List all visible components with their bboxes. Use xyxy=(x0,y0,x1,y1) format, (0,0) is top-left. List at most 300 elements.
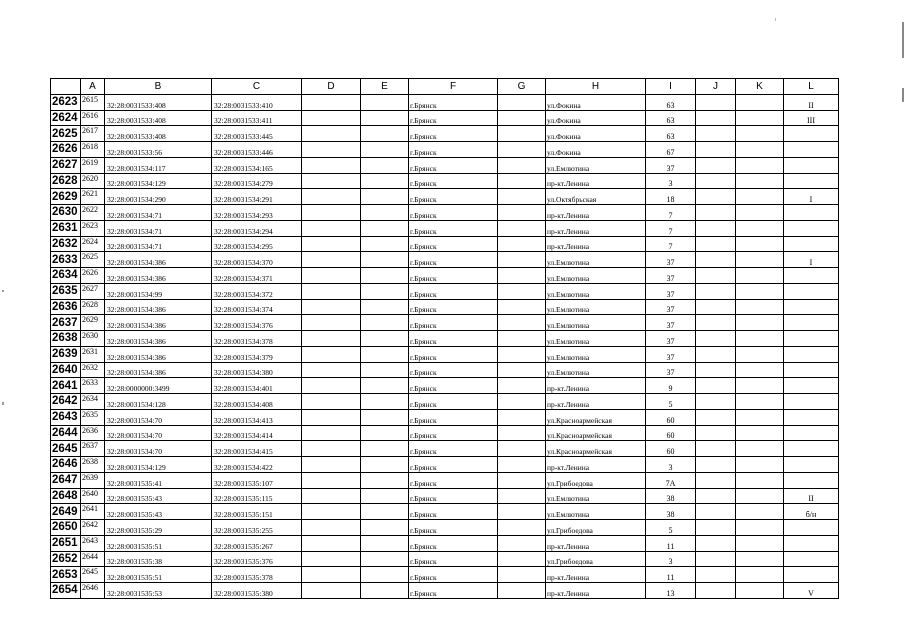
cell-f: г.Брянск xyxy=(409,283,498,299)
table-row xyxy=(51,520,839,536)
cell-l xyxy=(784,346,839,362)
cell-d xyxy=(302,268,361,284)
cell-j xyxy=(696,441,736,457)
cell-b: 32:28:0031535:43 xyxy=(105,488,212,504)
cell-e xyxy=(361,142,409,158)
cell-e xyxy=(361,394,409,410)
cell-j xyxy=(696,504,736,520)
row-number: 2633 xyxy=(51,252,81,268)
cell-k xyxy=(736,331,784,347)
cell-c: 32:28:0031534:378 xyxy=(212,331,302,347)
row-number: 2629 xyxy=(51,189,81,205)
table-row xyxy=(51,157,839,173)
cell-b: 32:28:0031535:41 xyxy=(105,472,212,488)
row-number: 2654 xyxy=(51,583,81,599)
cell-k xyxy=(736,126,784,142)
row-number: 2648 xyxy=(51,488,81,504)
cell-k xyxy=(736,236,784,252)
cell-k xyxy=(736,378,784,394)
cell-k xyxy=(736,394,784,410)
cell-c: 32:28:0031534:379 xyxy=(212,346,302,362)
cell-i: 11 xyxy=(646,567,696,583)
cell-d xyxy=(302,362,361,378)
cell-d xyxy=(302,189,361,205)
cell-i: 38 xyxy=(646,488,696,504)
cell-f: г.Брянск xyxy=(409,236,498,252)
cell-h: пр-кт.Ленина xyxy=(546,173,646,189)
row-number: 2637 xyxy=(51,315,81,331)
cell-i: 37 xyxy=(646,331,696,347)
cell-i: 37 xyxy=(646,157,696,173)
cell-a: 2643 xyxy=(81,535,105,551)
table-body xyxy=(51,94,839,598)
cell-e xyxy=(361,94,409,110)
cell-h: пр-кт.Ленина xyxy=(546,457,646,473)
cell-f: г.Брянск xyxy=(409,535,498,551)
cell-i: 63 xyxy=(646,94,696,110)
cell-f: г.Брянск xyxy=(409,299,498,315)
cell-j xyxy=(696,457,736,473)
cell-d xyxy=(302,94,361,110)
row-number: 2630 xyxy=(51,205,81,221)
cell-k xyxy=(736,551,784,567)
cell-l xyxy=(784,236,839,252)
row-number: 2628 xyxy=(51,173,81,189)
scan-speck xyxy=(2,290,4,292)
cell-g xyxy=(498,535,546,551)
cell-l xyxy=(784,378,839,394)
cell-k xyxy=(736,535,784,551)
table-row xyxy=(51,551,839,567)
cell-l xyxy=(784,283,839,299)
cell-k xyxy=(736,504,784,520)
cell-f: г.Брянск xyxy=(409,551,498,567)
cell-a: 2641 xyxy=(81,504,105,520)
cell-b: 32:28:0031534:128 xyxy=(105,394,212,410)
cell-j xyxy=(696,425,736,441)
cell-e xyxy=(361,157,409,173)
cell-g xyxy=(498,110,546,126)
cell-b: 32:28:0031533:56 xyxy=(105,142,212,158)
cell-j xyxy=(696,583,736,599)
cell-d xyxy=(302,205,361,221)
cell-a: 2632 xyxy=(81,362,105,378)
cell-d xyxy=(302,220,361,236)
cell-d xyxy=(302,472,361,488)
cell-f: г.Брянск xyxy=(409,173,498,189)
scan-speck xyxy=(775,18,776,21)
cell-k xyxy=(736,252,784,268)
cell-e xyxy=(361,189,409,205)
cell-d xyxy=(302,457,361,473)
cell-k xyxy=(736,567,784,583)
cell-a: 2626 xyxy=(81,268,105,284)
cell-e xyxy=(361,535,409,551)
cell-f: г.Брянск xyxy=(409,189,498,205)
cell-a: 2642 xyxy=(81,520,105,536)
cell-g xyxy=(498,94,546,110)
cell-f: г.Брянск xyxy=(409,331,498,347)
cell-b: 32:28:0031535:29 xyxy=(105,520,212,536)
cell-c: 32:28:0031533:411 xyxy=(212,110,302,126)
cell-d xyxy=(302,236,361,252)
cell-b: 32:28:0031533:408 xyxy=(105,94,212,110)
table-row xyxy=(51,425,839,441)
cell-d xyxy=(302,299,361,315)
cell-h: ул.Емлютина xyxy=(546,157,646,173)
cell-f: г.Брянск xyxy=(409,252,498,268)
cell-d xyxy=(302,488,361,504)
cell-b: 32:28:0031535:43 xyxy=(105,504,212,520)
row-number: 2650 xyxy=(51,520,81,536)
cell-d xyxy=(302,425,361,441)
cell-a: 2639 xyxy=(81,472,105,488)
cell-c: 32:28:0031534:372 xyxy=(212,283,302,299)
cell-c: 32:28:0031534:414 xyxy=(212,425,302,441)
cell-f: г.Брянск xyxy=(409,583,498,599)
cell-b: 32:28:0031535:51 xyxy=(105,567,212,583)
cell-k xyxy=(736,425,784,441)
cell-g xyxy=(498,394,546,410)
cell-i: 60 xyxy=(646,425,696,441)
cell-j xyxy=(696,205,736,221)
cell-f: г.Брянск xyxy=(409,488,498,504)
cell-g xyxy=(498,205,546,221)
cell-l xyxy=(784,441,839,457)
cell-j xyxy=(696,157,736,173)
cell-k xyxy=(736,142,784,158)
cell-i: 37 xyxy=(646,346,696,362)
cell-i: 38 xyxy=(646,504,696,520)
cell-h: пр-кт.Ленина xyxy=(546,205,646,221)
cell-g xyxy=(498,567,546,583)
cell-g xyxy=(498,488,546,504)
cell-g xyxy=(498,504,546,520)
cell-d xyxy=(302,173,361,189)
cell-a: 2618 xyxy=(81,142,105,158)
cell-c: 32:28:0031535:380 xyxy=(212,583,302,599)
table-row xyxy=(51,583,839,599)
cell-k xyxy=(736,283,784,299)
cell-g xyxy=(498,315,546,331)
cell-f: г.Брянск xyxy=(409,220,498,236)
cell-l xyxy=(784,394,839,410)
row-number: 2640 xyxy=(51,362,81,378)
cell-g xyxy=(498,142,546,158)
cell-k xyxy=(736,205,784,221)
cell-h: ул.Фокина xyxy=(546,110,646,126)
table-row xyxy=(51,472,839,488)
cell-c: 32:28:0031534:295 xyxy=(212,236,302,252)
cell-e xyxy=(361,346,409,362)
cell-i: 37 xyxy=(646,283,696,299)
cell-j xyxy=(696,362,736,378)
cell-e xyxy=(361,315,409,331)
cell-j xyxy=(696,378,736,394)
table-row xyxy=(51,299,839,315)
cell-i: 37 xyxy=(646,299,696,315)
row-number: 2635 xyxy=(51,283,81,299)
cell-k xyxy=(736,268,784,284)
cell-d xyxy=(302,535,361,551)
cell-b: 32:28:0031535:38 xyxy=(105,551,212,567)
cell-i: 7 xyxy=(646,236,696,252)
cell-d xyxy=(302,567,361,583)
cell-i: 3 xyxy=(646,551,696,567)
cell-j xyxy=(696,173,736,189)
cell-l: II xyxy=(784,488,839,504)
cell-a: 2640 xyxy=(81,488,105,504)
cell-i: 3 xyxy=(646,457,696,473)
cell-j xyxy=(696,409,736,425)
cell-f: г.Брянск xyxy=(409,457,498,473)
cell-i: 60 xyxy=(646,441,696,457)
cell-a: 2622 xyxy=(81,205,105,221)
cell-g xyxy=(498,189,546,205)
cell-e xyxy=(361,205,409,221)
cell-b: 32:28:0031534:386 xyxy=(105,346,212,362)
row-number: 2623 xyxy=(51,94,81,110)
cell-j xyxy=(696,126,736,142)
cell-l xyxy=(784,299,839,315)
cell-b: 32:28:0031534:70 xyxy=(105,425,212,441)
cell-j xyxy=(696,236,736,252)
row-number: 2627 xyxy=(51,157,81,173)
cell-b: 32:28:0031535:53 xyxy=(105,583,212,599)
cell-g xyxy=(498,252,546,268)
cell-g xyxy=(498,331,546,347)
cell-e xyxy=(361,236,409,252)
cell-g xyxy=(498,346,546,362)
cell-c: 32:28:0031534:415 xyxy=(212,441,302,457)
cell-l: I xyxy=(784,189,839,205)
cell-h: пр-кт.Ленина xyxy=(546,378,646,394)
column-header-a: A xyxy=(81,79,105,95)
cell-h: ул.Емлютина xyxy=(546,315,646,331)
cell-i: 7 xyxy=(646,205,696,221)
table-row xyxy=(51,378,839,394)
cell-h: ул.Грибоедова xyxy=(546,520,646,536)
cell-a: 2630 xyxy=(81,331,105,347)
cell-c: 32:28:0031535:267 xyxy=(212,535,302,551)
row-number: 2638 xyxy=(51,331,81,347)
row-number: 2626 xyxy=(51,142,81,158)
cell-k xyxy=(736,362,784,378)
cell-l: б/н xyxy=(784,504,839,520)
cell-b: 32:28:0031534:386 xyxy=(105,252,212,268)
row-number: 2634 xyxy=(51,268,81,284)
cell-j xyxy=(696,520,736,536)
cell-a: 2623 xyxy=(81,220,105,236)
cell-f: г.Брянск xyxy=(409,409,498,425)
spreadsheet xyxy=(50,78,839,599)
cell-l xyxy=(784,567,839,583)
cell-d xyxy=(302,441,361,457)
row-number: 2646 xyxy=(51,457,81,473)
table-row xyxy=(51,315,839,331)
column-header-e: E xyxy=(361,79,409,95)
cell-l: III xyxy=(784,110,839,126)
cell-a: 2646 xyxy=(81,583,105,599)
cell-f: г.Брянск xyxy=(409,346,498,362)
scan-speck xyxy=(2,402,4,405)
cell-d xyxy=(302,157,361,173)
cell-l xyxy=(784,220,839,236)
cell-c: 32:28:0031535:115 xyxy=(212,488,302,504)
cell-k xyxy=(736,189,784,205)
cell-j xyxy=(696,331,736,347)
row-number: 2649 xyxy=(51,504,81,520)
cell-d xyxy=(302,583,361,599)
table-row xyxy=(51,220,839,236)
row-number: 2645 xyxy=(51,441,81,457)
cell-i: 13 xyxy=(646,583,696,599)
cell-b: 32:28:0031534:99 xyxy=(105,283,212,299)
cell-d xyxy=(302,409,361,425)
cell-f: г.Брянск xyxy=(409,94,498,110)
column-header-b: B xyxy=(105,79,212,95)
cell-h: ул.Емлютина xyxy=(546,346,646,362)
cell-e xyxy=(361,283,409,299)
cell-e xyxy=(361,441,409,457)
column-header-c: C xyxy=(212,79,302,95)
cell-g xyxy=(498,236,546,252)
cell-g xyxy=(498,409,546,425)
cell-k xyxy=(736,299,784,315)
cell-e xyxy=(361,520,409,536)
cell-l xyxy=(784,331,839,347)
row-number: 2652 xyxy=(51,551,81,567)
table-row xyxy=(51,173,839,189)
column-header-f: F xyxy=(409,79,498,95)
cell-g xyxy=(498,551,546,567)
cell-a: 2617 xyxy=(81,126,105,142)
column-header-row xyxy=(51,79,839,95)
cell-d xyxy=(302,142,361,158)
cell-c: 32:28:0031534:413 xyxy=(212,409,302,425)
table-row xyxy=(51,504,839,520)
cell-k xyxy=(736,409,784,425)
cell-g xyxy=(498,583,546,599)
cell-h: пр-кт.Ленина xyxy=(546,236,646,252)
table-row xyxy=(51,409,839,425)
cell-c: 32:28:0031534:374 xyxy=(212,299,302,315)
cell-c: 32:28:0031535:151 xyxy=(212,504,302,520)
cell-e xyxy=(361,378,409,394)
row-number: 2639 xyxy=(51,346,81,362)
cell-j xyxy=(696,110,736,126)
row-number: 2632 xyxy=(51,236,81,252)
cell-i: 37 xyxy=(646,268,696,284)
cell-j xyxy=(696,315,736,331)
cell-b: 32:28:0031534:386 xyxy=(105,331,212,347)
cell-c: 32:28:0031533:410 xyxy=(212,94,302,110)
cell-a: 2615 xyxy=(81,94,105,110)
cell-b: 32:28:0031533:408 xyxy=(105,126,212,142)
cell-g xyxy=(498,173,546,189)
cell-i: 67 xyxy=(646,142,696,158)
cell-l xyxy=(784,551,839,567)
cell-l xyxy=(784,205,839,221)
cell-g xyxy=(498,283,546,299)
table-row xyxy=(51,362,839,378)
cell-g xyxy=(498,299,546,315)
row-number: 2641 xyxy=(51,378,81,394)
cell-d xyxy=(302,394,361,410)
table-row xyxy=(51,394,839,410)
cell-g xyxy=(498,157,546,173)
cell-c: 32:28:0031534:376 xyxy=(212,315,302,331)
cell-g xyxy=(498,220,546,236)
cell-f: г.Брянск xyxy=(409,268,498,284)
cell-e xyxy=(361,110,409,126)
cell-a: 2628 xyxy=(81,299,105,315)
cell-i: 37 xyxy=(646,252,696,268)
cell-e xyxy=(361,252,409,268)
cell-k xyxy=(736,346,784,362)
cell-j xyxy=(696,189,736,205)
cell-j xyxy=(696,488,736,504)
row-number: 2651 xyxy=(51,535,81,551)
cell-c: 32:28:0031535:376 xyxy=(212,551,302,567)
cell-e xyxy=(361,551,409,567)
column-header-i: I xyxy=(646,79,696,95)
cell-h: пр-кт.Ленина xyxy=(546,220,646,236)
cell-f: г.Брянск xyxy=(409,504,498,520)
cell-a: 2619 xyxy=(81,157,105,173)
table-row xyxy=(51,142,839,158)
cell-a: 2636 xyxy=(81,425,105,441)
cell-c: 32:28:0031534:422 xyxy=(212,457,302,473)
cell-j xyxy=(696,346,736,362)
cell-h: ул.Емлютина xyxy=(546,283,646,299)
cell-a: 2633 xyxy=(81,378,105,394)
cell-a: 2625 xyxy=(81,252,105,268)
table-row xyxy=(51,189,839,205)
cell-i: 11 xyxy=(646,535,696,551)
column-header-l: L xyxy=(784,79,839,95)
cell-g xyxy=(498,457,546,473)
cell-f: г.Брянск xyxy=(409,126,498,142)
cell-f: г.Брянск xyxy=(409,394,498,410)
cell-b: 32:28:0000000:3499 xyxy=(105,378,212,394)
cell-i: 9 xyxy=(646,378,696,394)
cell-c: 32:28:0031534:293 xyxy=(212,205,302,221)
row-number: 2636 xyxy=(51,299,81,315)
cell-a: 2638 xyxy=(81,457,105,473)
cell-l xyxy=(784,157,839,173)
cell-h: пр-кт.Ленина xyxy=(546,567,646,583)
cell-h: пр-кт.Ленина xyxy=(546,394,646,410)
cell-h: ул.Красноармейская xyxy=(546,441,646,457)
cell-d xyxy=(302,378,361,394)
table-row xyxy=(51,488,839,504)
cell-l xyxy=(784,362,839,378)
cell-d xyxy=(302,283,361,299)
cell-b: 32:28:0031534:386 xyxy=(105,362,212,378)
cell-h: ул.Грибоедова xyxy=(546,551,646,567)
cell-d xyxy=(302,551,361,567)
cell-e xyxy=(361,567,409,583)
cell-e xyxy=(361,409,409,425)
cell-l xyxy=(784,472,839,488)
cell-e xyxy=(361,362,409,378)
cell-f: г.Брянск xyxy=(409,441,498,457)
row-number: 2647 xyxy=(51,472,81,488)
cell-c: 32:28:0031533:445 xyxy=(212,126,302,142)
cell-l xyxy=(784,535,839,551)
cell-k xyxy=(736,472,784,488)
